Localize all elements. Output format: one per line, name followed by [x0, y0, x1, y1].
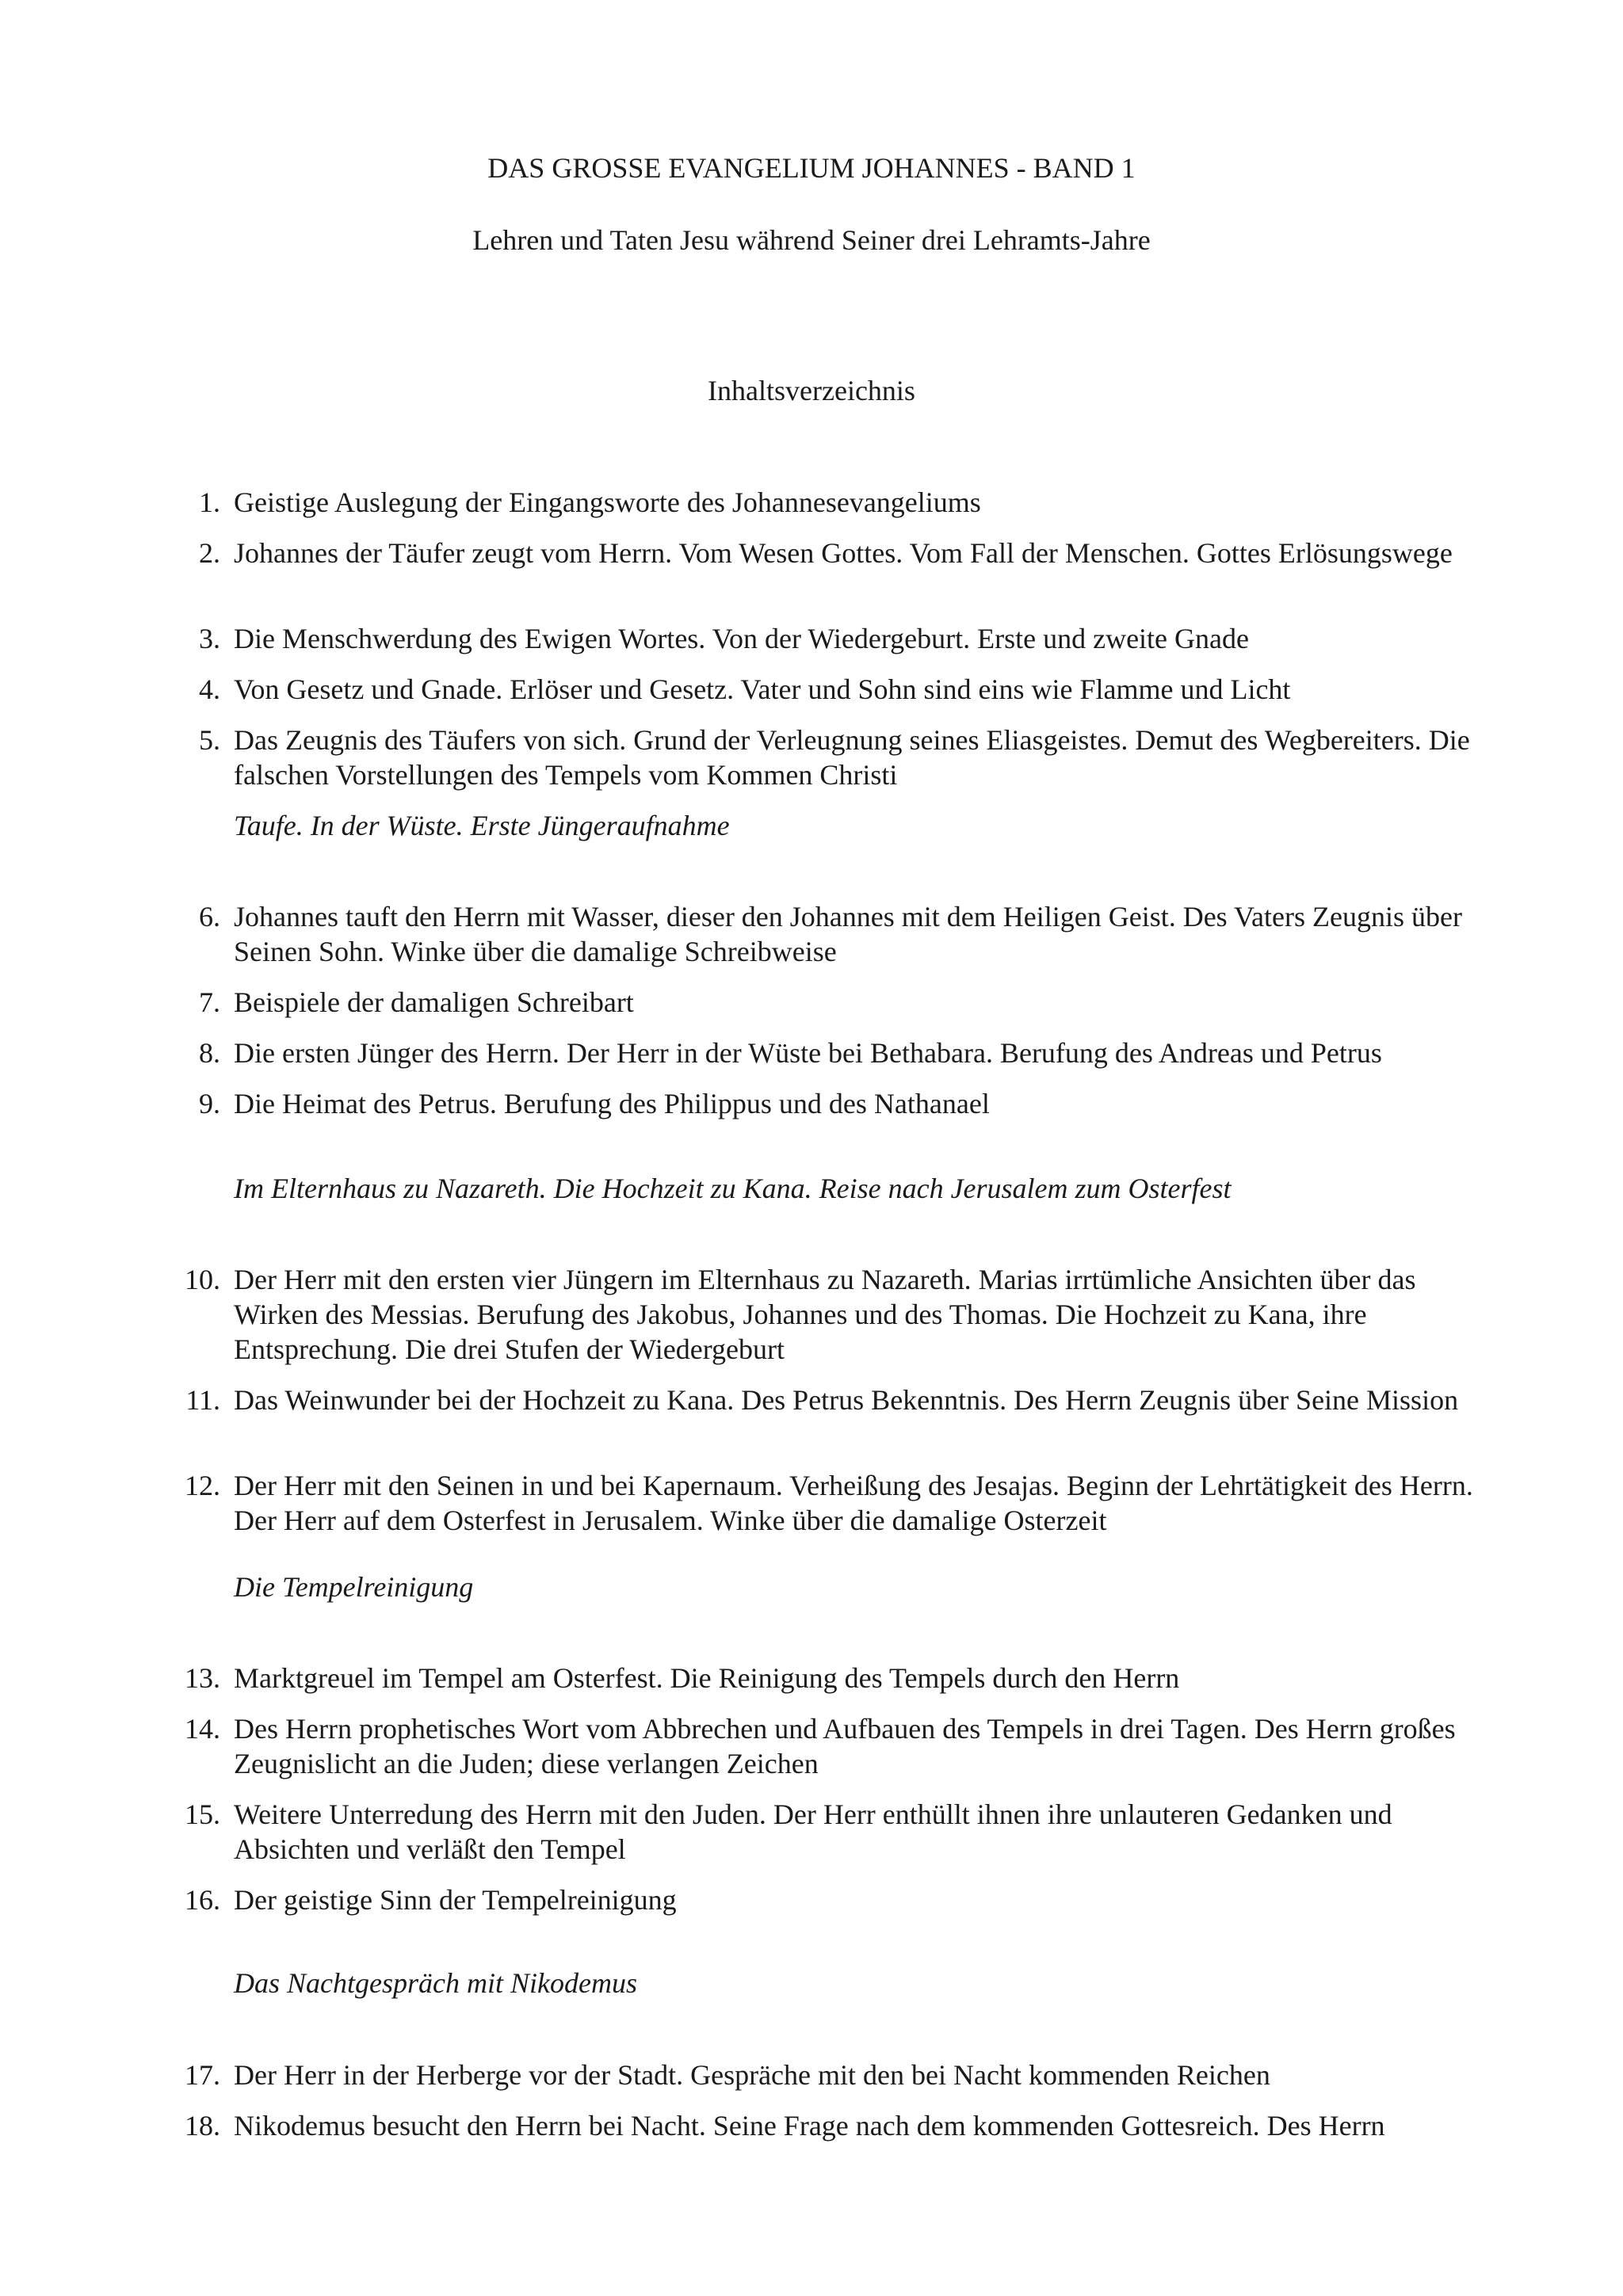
- section-heading: Taufe. In der Wüste. Erste Jüngeraufnahme: [234, 810, 730, 841]
- toc-entry-text: Von Gesetz und Gnade. Erlöser und Gesetz. Vater und Sohn sind eins wie Flamme und Licht: [234, 673, 1291, 705]
- toc-entry-number: 13.: [185, 1662, 220, 1694]
- toc-entry-number: 11.: [185, 1384, 220, 1416]
- toc-entry-text: Der Herr mit den Seinen in und bei Kapernaum. Verheißung des Jesajas. Beginn der Lehrtätigkeit des Herrn. Der Herr auf dem Osterfest in Jerusalem. Winke über die damalige Osterzeit: [234, 1470, 1473, 1536]
- toc-entry: [158, 1711, 1474, 1781]
- toc-entry-text: Nikodemus besucht den Herrn bei Nacht. Seine Frage nach dem kommenden Gottesreich. Des Herrn: [234, 2110, 1385, 2142]
- document-subtitle: Lehren und Taten Jesu während Seiner drei Lehramts-Jahre: [472, 224, 1151, 256]
- toc-entry: [158, 985, 1474, 1020]
- toc-entry: [158, 2108, 1474, 2143]
- toc-entry-text: Die Menschwerdung des Ewigen Wortes. Von der Wiedergeburt. Erste und zweite Gnade: [234, 623, 1249, 654]
- toc-entry: [158, 1086, 1474, 1121]
- toc-entry-number: 5.: [199, 724, 220, 756]
- section-heading: Das Nachtgespräch mit Nikodemus: [234, 1967, 637, 1999]
- toc-entry: [158, 1661, 1474, 1695]
- toc-entry-number: 16.: [185, 1884, 220, 1916]
- toc-entry: [158, 899, 1474, 969]
- toc-entry: [158, 723, 1474, 792]
- toc-entry-text: Die ersten Jünger des Herrn. Der Herr in der Wüste bei Bethabara. Berufung des Andreas und Petrus: [234, 1037, 1382, 1069]
- toc-entry-number: 2.: [199, 537, 220, 569]
- toc-entry: [158, 1262, 1474, 1367]
- toc-entry-text: Das Zeugnis des Täufers von sich. Grund der Verleugnung seines Eliasgeistes. Demut des Wegbereiters. Die falschen Vorstellungen des Tempels vom Kommen Christi: [234, 724, 1470, 791]
- toc-entry-number: 18.: [185, 2110, 220, 2142]
- toc-entry-text: Beispiele der damaligen Schreibart: [234, 986, 634, 1018]
- toc-entry-number: 4.: [199, 673, 220, 705]
- toc-entry: [158, 536, 1474, 570]
- toc-entry: [158, 1882, 1474, 1917]
- toc-entry-number: 3.: [199, 623, 220, 654]
- toc-heading: Inhaltsverzeichnis: [708, 375, 915, 406]
- toc-entry-number: 6.: [199, 901, 220, 933]
- toc-entry: [158, 672, 1474, 707]
- toc-entry-number: 8.: [199, 1037, 220, 1069]
- toc-entry: [158, 1035, 1474, 1070]
- toc-entry-text: Die Heimat des Petrus. Berufung des Philippus und des Nathanael: [234, 1088, 990, 1119]
- toc-entry-text: Der geistige Sinn der Tempelreinigung: [234, 1884, 677, 1916]
- toc-entry-number: 14.: [185, 1713, 220, 1745]
- toc-entry-text: Johannes der Täufer zeugt vom Herrn. Vom Wesen Gottes. Vom Fall der Menschen. Gottes Erlösungswege: [234, 537, 1453, 569]
- toc-entry-number: 9.: [199, 1088, 220, 1119]
- document-title: DAS GROSSE EVANGELIUM JOHANNES - BAND 1: [487, 152, 1136, 184]
- toc-entry: [158, 2058, 1474, 2092]
- toc-entry-text: Der Herr in der Herberge vor der Stadt. Gespräche mit den bei Nacht kommenden Reichen: [234, 2059, 1270, 2091]
- toc-entry-text: Weitere Unterredung des Herrn mit den Juden. Der Herr enthüllt ihnen ihre unlauteren Gedanken und Absichten und verläßt den Tempel: [234, 1798, 1392, 1865]
- toc-entry-number: 15.: [185, 1798, 220, 1830]
- toc-entry-number: 17.: [185, 2059, 220, 2091]
- toc-entry-text: Des Herrn prophetisches Wort vom Abbrechen und Aufbauen des Tempels in drei Tagen. Des Herrn großes Zeugnislicht an die Juden; diese verlangen Zeichen: [234, 1713, 1456, 1779]
- toc-entry-text: Geistige Auslegung der Eingangsworte des Johannesevangeliums: [234, 486, 981, 518]
- toc-entry-text: Der Herr mit den ersten vier Jüngern im Elternhaus zu Nazareth. Marias irrtümliche Ansichten über das Wirken des Messias. Berufung des Jakobus, Johannes und des Thomas. Die Hochzeit zu Kana, ihre Entsprechung. Die drei Stufen der Wiedergeburt: [234, 1264, 1416, 1365]
- toc-entry-text: Marktgreuel im Tempel am Osterfest. Die Reinigung des Tempels durch den Herrn: [234, 1662, 1180, 1694]
- toc-entry: [158, 1797, 1474, 1867]
- section-heading: Die Tempelreinigung: [234, 1571, 474, 1603]
- toc-entry-number: 7.: [199, 986, 220, 1018]
- toc-entry: [158, 1468, 1474, 1538]
- toc-entry-number: 10.: [185, 1264, 220, 1295]
- toc-entry-text: Das Weinwunder bei der Hochzeit zu Kana. Des Petrus Bekenntnis. Des Herrn Zeugnis über Seine Mission: [234, 1384, 1459, 1416]
- toc-entry: [158, 485, 1474, 520]
- toc-entry-number: 1.: [199, 486, 220, 518]
- section-heading: Im Elternhaus zu Nazareth. Die Hochzeit zu Kana. Reise nach Jerusalem zum Osterfest: [234, 1173, 1232, 1204]
- toc-entry-text: Johannes tauft den Herrn mit Wasser, dieser den Johannes mit dem Heiligen Geist. Des Vaters Zeugnis über Seinen Sohn. Winke über die damalige Schreibweise: [234, 901, 1462, 967]
- toc-entry: [158, 621, 1474, 656]
- toc-entry: [158, 1383, 1474, 1417]
- toc-entry-number: 12.: [185, 1470, 220, 1501]
